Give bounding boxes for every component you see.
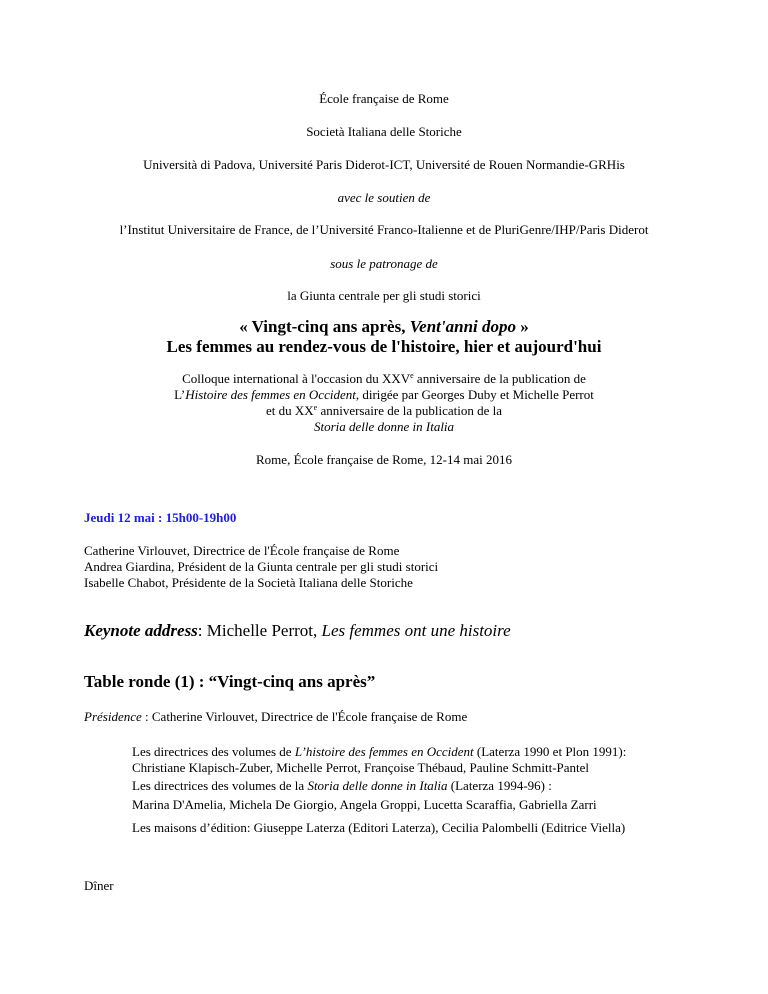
intro-l2-a: L’: [174, 387, 186, 402]
presidence-line: [84, 709, 467, 725]
panel-item-2-italic: Storia delle donne in Italia: [307, 778, 448, 793]
welcome-line: Isabelle Chabot, Présidente de la Società Italiana delle Storiche: [84, 575, 413, 590]
place-date: Rome, École française de Rome, 12-14 mai 2016: [256, 452, 512, 467]
panel-item-1: [132, 744, 626, 760]
conference-title-line1: [0, 317, 768, 337]
intro-l3-sup: e: [313, 403, 318, 412]
keynote-line: [84, 621, 511, 641]
title-suffix: »: [516, 317, 529, 336]
panel-item-3: Marina D'Amelia, Michela De Giorgio, Angela Groppi, Lucetta Scaraffia, Gabriella Zarri: [132, 797, 597, 812]
panel-item-2-b: (Laterza 1994-96) :: [447, 778, 552, 793]
conference-title-line2: Les femmes au rendez-vous de l'histoire, hier et aujourd'hui: [166, 337, 602, 356]
intro-l1-a: Colloque international à l'occasion du XXV: [182, 371, 411, 386]
panel-item-2: [132, 778, 552, 794]
intro-l1-b: anniversaire de la publication de: [413, 371, 586, 386]
title-italic: Vent'anni dopo: [409, 317, 517, 336]
keynote-title: Les femmes ont une histoire: [321, 621, 511, 640]
welcome-line: Andrea Giardina, Président de la Giunta centrale per gli studi storici: [84, 559, 439, 574]
intro-l2-italic: Histoire des femmes en Occident: [185, 387, 356, 402]
intro-l3-b: anniversaire de la publication de la: [317, 403, 503, 418]
day-heading: Jeudi 12 mai : 15h00-19h00: [84, 510, 237, 525]
intro-line2: [0, 387, 768, 403]
intro-l1-sup: e: [410, 371, 414, 380]
support-institutions: l’Institut Universitaire de France, de l’Université Franco-Italienne et de PluriGenre/IHP/Paris Diderot: [119, 222, 649, 237]
panel-item-4: Les maisons d’édition: Giuseppe Laterza (Editori Laterza), Cecilia Palombelli (Editrice Viella): [132, 820, 626, 835]
intro-l3-a: et du XX: [265, 403, 314, 418]
organizer-universites: Università di Padova, Université Paris Diderot-ICT, Université de Rouen Normandie-GRHis: [143, 157, 625, 172]
table-ronde-heading: Table ronde (1) : “Vingt-cinq ans après”: [84, 672, 376, 691]
presidence-text: : Catherine Virlouvet, Directrice de l'École française de Rome: [141, 709, 468, 724]
intro-l2-b: , dirigée par Georges Duby et Michelle Perrot: [355, 387, 594, 402]
keynote-label: Keynote address: [84, 621, 198, 640]
support-label: avec le soutien de: [337, 190, 431, 205]
organizer-societa: Società Italiana delle Storiche: [306, 124, 462, 139]
panel-item-2-a: Les directrices des volumes de la: [132, 778, 308, 793]
panel-item-1-italic: L’histoire des femmes en Occident: [294, 744, 474, 759]
panel-item-1-b: (Laterza 1990 et Plon 1991):: [473, 744, 627, 759]
patronage-institution: la Giunta centrale per gli studi storici: [287, 288, 481, 303]
patronage-label: sous le patronage de: [330, 256, 438, 271]
organizer-ecole: École française de Rome: [319, 91, 449, 106]
intro-line1: [0, 371, 768, 387]
panel-item-1-names: Christiane Klapisch-Zuber, Michelle Perrot, Françoise Thébaud, Pauline Schmitt-Pantel: [132, 760, 590, 775]
presidence-label: Présidence: [84, 709, 142, 724]
keynote-speaker: : Michelle Perrot,: [197, 621, 322, 640]
welcome-line: Catherine Virlouvet, Directrice de l'École française de Rome: [84, 543, 400, 558]
diner-line: Dîner: [84, 878, 114, 893]
intro-line4: Storia delle donne in Italia: [313, 419, 455, 434]
panel-item-1-a: Les directrices des volumes de: [132, 744, 295, 759]
title-prefix: « Vingt-cinq ans après,: [239, 317, 410, 336]
intro-line3: [0, 403, 768, 419]
